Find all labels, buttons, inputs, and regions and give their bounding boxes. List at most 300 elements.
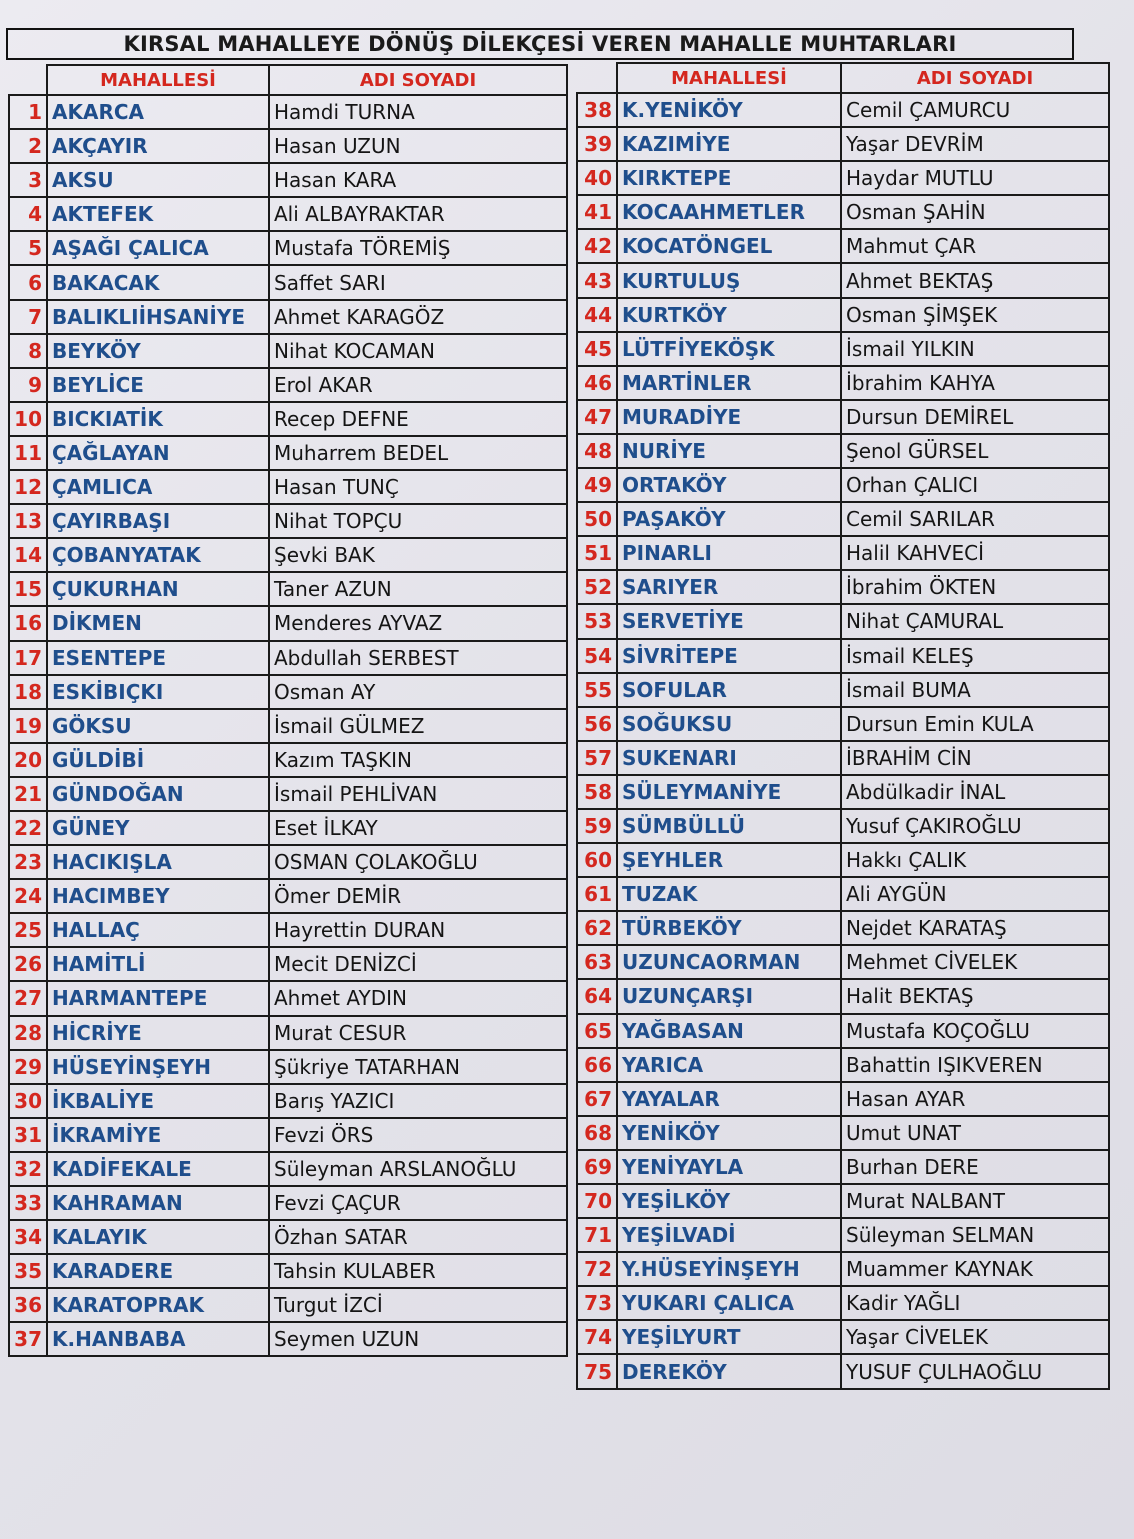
table-row (577, 502, 1109, 536)
mahalle-name: SUKENARI (617, 741, 841, 775)
muhtar-name: Saffet SARI (269, 265, 567, 299)
muhtar-name: Hasan AYAR (841, 1082, 1109, 1116)
row-number: 46 (577, 366, 617, 400)
mahalle-name: ŞEYHLER (617, 843, 841, 877)
table-row (9, 572, 567, 606)
row-number: 24 (9, 879, 47, 913)
muhtar-name: Ahmet AYDIN (269, 981, 567, 1015)
table-row (577, 366, 1109, 400)
row-number: 62 (577, 911, 617, 945)
mahalle-name: BICKIATİK (47, 402, 269, 436)
row-number: 56 (577, 707, 617, 741)
table-row (577, 604, 1109, 638)
mahalle-name: KURTULUŞ (617, 263, 841, 297)
mahalle-name: YENİKÖY (617, 1116, 841, 1150)
table-row (9, 163, 567, 197)
row-number: 3 (9, 163, 47, 197)
mahalle-name: KARATOPRAK (47, 1288, 269, 1322)
mahalle-name: HİCRİYE (47, 1016, 269, 1050)
mahalle-name: KOCAAHMETLER (617, 195, 841, 229)
muhtar-name: Recep DEFNE (269, 402, 567, 436)
muhtar-name: Süleyman SELMAN (841, 1218, 1109, 1252)
table-row (9, 538, 567, 572)
mahalle-name: BEYKÖY (47, 334, 269, 368)
table-row (577, 877, 1109, 911)
table-row (9, 947, 567, 981)
mahalle-name: AKSU (47, 163, 269, 197)
mahalle-name: NURİYE (617, 434, 841, 468)
mahalle-name: YENİYAYLA (617, 1150, 841, 1184)
muhtar-name: Mustafa KOÇOĞLU (841, 1014, 1109, 1048)
muhtar-name: Orhan ÇALICI (841, 468, 1109, 502)
row-number: 26 (9, 947, 47, 981)
mahalle-name: YAYALAR (617, 1082, 841, 1116)
table-row (577, 911, 1109, 945)
number-column-header (577, 63, 617, 93)
row-number: 8 (9, 334, 47, 368)
mahallesi-column-header: MAHALLESİ (617, 63, 841, 93)
mahalle-name: KURTKÖY (617, 298, 841, 332)
table-row (9, 1050, 567, 1084)
row-number: 13 (9, 504, 47, 538)
row-number: 51 (577, 536, 617, 570)
row-number: 61 (577, 877, 617, 911)
muhtar-name: Kadir YAĞLI (841, 1286, 1109, 1320)
table-row (9, 811, 567, 845)
mahalle-name: ESKİBIÇKI (47, 675, 269, 709)
row-number: 44 (577, 298, 617, 332)
mahalle-name: SÜMBÜLLÜ (617, 809, 841, 843)
mahalle-name: ÇAMLICA (47, 470, 269, 504)
table-row (9, 402, 567, 436)
row-number: 12 (9, 470, 47, 504)
table-row (9, 300, 567, 334)
row-number: 35 (9, 1254, 47, 1288)
mahalle-name: K.YENİKÖY (617, 93, 841, 127)
mahalle-name: GÜNDOĞAN (47, 777, 269, 811)
row-number: 49 (577, 468, 617, 502)
mahalle-name: TUZAK (617, 877, 841, 911)
table-row (577, 468, 1109, 502)
row-number: 23 (9, 845, 47, 879)
mahalle-name: LÜTFİYEKÖŞK (617, 332, 841, 366)
table-row (577, 93, 1109, 127)
row-number: 65 (577, 1014, 617, 1048)
mahalle-name: UZUNCAORMAN (617, 945, 841, 979)
muhtar-name: Nihat TOPÇU (269, 504, 567, 538)
row-number: 69 (577, 1150, 617, 1184)
table-row (9, 845, 567, 879)
muhtar-name: Şükriye TATARHAN (269, 1050, 567, 1084)
row-number: 4 (9, 197, 47, 231)
row-number: 48 (577, 434, 617, 468)
mahalle-name: PINARLI (617, 536, 841, 570)
row-number: 45 (577, 332, 617, 366)
row-number: 73 (577, 1286, 617, 1320)
muhtar-name: Mustafa TÖREMİŞ (269, 231, 567, 265)
mahalle-name: SARIYER (617, 570, 841, 604)
muhtar-name: Nejdet KARATAŞ (841, 911, 1109, 945)
mahalle-name: KIRKTEPE (617, 161, 841, 195)
mahalle-name: KARADERE (47, 1254, 269, 1288)
row-number: 22 (9, 811, 47, 845)
mahalle-name: KADİFEKALE (47, 1152, 269, 1186)
row-number: 18 (9, 675, 47, 709)
table-row (9, 913, 567, 947)
row-number: 66 (577, 1048, 617, 1082)
table-row (9, 777, 567, 811)
muhtar-name: Seymen UZUN (269, 1322, 567, 1356)
muhtar-name: Hasan KARA (269, 163, 567, 197)
row-number: 52 (577, 570, 617, 604)
row-number: 75 (577, 1354, 617, 1388)
muhtar-name: Burhan DERE (841, 1150, 1109, 1184)
row-number: 16 (9, 606, 47, 640)
table-row (577, 1320, 1109, 1354)
mahalle-name: HAMİTLİ (47, 947, 269, 981)
muhtar-name: Taner AZUN (269, 572, 567, 606)
muhtar-name: YUSUF ÇULHAOĞLU (841, 1354, 1109, 1388)
row-number: 14 (9, 538, 47, 572)
muhtar-name: Yusuf ÇAKIROĞLU (841, 809, 1109, 843)
row-number: 64 (577, 979, 617, 1013)
mahalle-name: ÇAYIRBAŞI (47, 504, 269, 538)
muhtar-name: Kazım TAŞKIN (269, 743, 567, 777)
row-number: 43 (577, 263, 617, 297)
row-number: 33 (9, 1186, 47, 1220)
mahalle-name: YARICA (617, 1048, 841, 1082)
mahalle-name: YAĞBASAN (617, 1014, 841, 1048)
muhtar-name: Hayrettin DURAN (269, 913, 567, 947)
mahalle-name: SÜLEYMANİYE (617, 775, 841, 809)
muhtar-name: Yaşar DEVRİM (841, 127, 1109, 161)
mahalle-name: AŞAĞI ÇALICA (47, 231, 269, 265)
muhtar-name: Osman ŞİMŞEK (841, 298, 1109, 332)
mahalle-name: BEYLİCE (47, 368, 269, 402)
mahalle-name: ESENTEPE (47, 641, 269, 675)
muhtar-name: Şevki BAK (269, 538, 567, 572)
muhtar-name: Osman ŞAHİN (841, 195, 1109, 229)
row-number: 27 (9, 981, 47, 1015)
muhtar-name: İbrahim KAHYA (841, 366, 1109, 400)
muhtar-name: Muharrem BEDEL (269, 436, 567, 470)
mahalle-name: BAKACAK (47, 265, 269, 299)
muhtar-name: Fevzi ÖRS (269, 1118, 567, 1152)
number-column-header (9, 65, 47, 95)
row-number: 40 (577, 161, 617, 195)
mahalle-name: KALAYIK (47, 1220, 269, 1254)
mahalle-name: TÜRBEKÖY (617, 911, 841, 945)
row-number: 74 (577, 1320, 617, 1354)
table-row (9, 1016, 567, 1050)
table-body-right (577, 93, 1109, 1389)
muhtar-name: Cemil ÇAMURCU (841, 93, 1109, 127)
adi-soyadi-column-header: ADI SOYADI (841, 63, 1109, 93)
table-row (577, 673, 1109, 707)
mahalle-name: SİVRİTEPE (617, 639, 841, 673)
mahalle-name: MARTİNLER (617, 366, 841, 400)
table-row (577, 843, 1109, 877)
table-row (577, 332, 1109, 366)
muhtar-name: Haydar MUTLU (841, 161, 1109, 195)
table-row (9, 265, 567, 299)
table-row (577, 298, 1109, 332)
table-row (9, 1152, 567, 1186)
muhtar-name: Turgut İZCİ (269, 1288, 567, 1322)
muhtar-table-right (576, 62, 1110, 1390)
table-row (9, 1220, 567, 1254)
row-number: 19 (9, 709, 47, 743)
mahalle-name: YEŞİLYURT (617, 1320, 841, 1354)
table-row (9, 981, 567, 1015)
mahalle-name: BALIKLIİHSANİYE (47, 300, 269, 334)
mahalle-name: K.HANBABA (47, 1322, 269, 1356)
row-number: 32 (9, 1152, 47, 1186)
table-row (577, 1354, 1109, 1388)
muhtar-name: Murat CESUR (269, 1016, 567, 1050)
table-row (577, 1218, 1109, 1252)
table-row (9, 675, 567, 709)
mahalle-name: İKRAMİYE (47, 1118, 269, 1152)
mahalle-name: HACIMBEY (47, 879, 269, 913)
row-number: 17 (9, 641, 47, 675)
table-row (577, 979, 1109, 1013)
mahalle-name: YEŞİLVADİ (617, 1218, 841, 1252)
mahalle-name: GÖKSU (47, 709, 269, 743)
mahalle-name: KOCATÖNGEL (617, 229, 841, 263)
mahalle-name: AKÇAYIR (47, 129, 269, 163)
muhtar-name: Dursun DEMİREL (841, 400, 1109, 434)
mahalle-name: UZUNÇARŞI (617, 979, 841, 1013)
row-number: 10 (9, 402, 47, 436)
table-row (9, 1118, 567, 1152)
table-row (9, 368, 567, 402)
mahalle-name: KAHRAMAN (47, 1186, 269, 1220)
table-row (577, 536, 1109, 570)
muhtar-name: Abdülkadir İNAL (841, 775, 1109, 809)
table-row (577, 161, 1109, 195)
row-number: 72 (577, 1252, 617, 1286)
table-row (577, 1082, 1109, 1116)
table-row (9, 231, 567, 265)
row-number: 20 (9, 743, 47, 777)
table-row (577, 400, 1109, 434)
mahalle-name: ÇAĞLAYAN (47, 436, 269, 470)
muhtar-name: İsmail GÜLMEZ (269, 709, 567, 743)
mahalle-name: SOĞUKSU (617, 707, 841, 741)
table-row (9, 641, 567, 675)
muhtar-name: İsmail KELEŞ (841, 639, 1109, 673)
muhtar-name: Ali ALBAYRAKTAR (269, 197, 567, 231)
table-row (577, 1048, 1109, 1082)
muhtar-name: Ahmet KARAGÖZ (269, 300, 567, 334)
table-body-left (9, 95, 567, 1356)
document-title: KIRSAL MAHALLEYE DÖNÜŞ DİLEKÇESİ VEREN MAHALLE MUHTARLARI (6, 28, 1074, 60)
mahalle-name: İKBALİYE (47, 1084, 269, 1118)
table-row (9, 1186, 567, 1220)
table-row (577, 1286, 1109, 1320)
table-row (9, 1084, 567, 1118)
muhtar-name: Fevzi ÇAÇUR (269, 1186, 567, 1220)
table-header-row (577, 63, 1109, 93)
table-row (577, 775, 1109, 809)
table-row (577, 707, 1109, 741)
table-row (9, 1288, 567, 1322)
table-row (9, 1322, 567, 1356)
table-row (9, 504, 567, 538)
row-number: 58 (577, 775, 617, 809)
table-row (9, 879, 567, 913)
mahalle-name: Y.HÜSEYİNŞEYH (617, 1252, 841, 1286)
table-header-row (9, 65, 567, 95)
mahalle-name: HALLAÇ (47, 913, 269, 947)
muhtar-name: Bahattin IŞIKVEREN (841, 1048, 1109, 1082)
muhtar-name: Ali AYGÜN (841, 877, 1109, 911)
muhtar-name: İsmail BUMA (841, 673, 1109, 707)
muhtar-name: OSMAN ÇOLAKOĞLU (269, 845, 567, 879)
muhtar-name: Şenol GÜRSEL (841, 434, 1109, 468)
row-number: 67 (577, 1082, 617, 1116)
row-number: 41 (577, 195, 617, 229)
muhtar-name: Mehmet CİVELEK (841, 945, 1109, 979)
table-row (577, 1252, 1109, 1286)
row-number: 34 (9, 1220, 47, 1254)
table-row (577, 1150, 1109, 1184)
row-number: 39 (577, 127, 617, 161)
table-row (9, 95, 567, 129)
muhtar-name: Eset İLKAY (269, 811, 567, 845)
muhtar-table-left (8, 64, 568, 1357)
muhtar-name: Dursun Emin KULA (841, 707, 1109, 741)
muhtar-name: Muammer KAYNAK (841, 1252, 1109, 1286)
muhtar-name: İBRAHİM CİN (841, 741, 1109, 775)
row-number: 30 (9, 1084, 47, 1118)
row-number: 68 (577, 1116, 617, 1150)
table-row (577, 570, 1109, 604)
mahalle-name: GÜNEY (47, 811, 269, 845)
muhtar-name: Yaşar CİVELEK (841, 1320, 1109, 1354)
mahalle-name: SERVETİYE (617, 604, 841, 638)
table-row (577, 229, 1109, 263)
table-row (9, 334, 567, 368)
row-number: 11 (9, 436, 47, 470)
table-row (9, 129, 567, 163)
table-row (9, 436, 567, 470)
mahalle-name: HARMANTEPE (47, 981, 269, 1015)
muhtar-name: Barış YAZICI (269, 1084, 567, 1118)
table-row (577, 639, 1109, 673)
mahalle-name: KAZIMİYE (617, 127, 841, 161)
row-number: 55 (577, 673, 617, 707)
muhtar-name: Osman AY (269, 675, 567, 709)
mahalle-name: PAŞAKÖY (617, 502, 841, 536)
row-number: 2 (9, 129, 47, 163)
row-number: 29 (9, 1050, 47, 1084)
row-number: 37 (9, 1322, 47, 1356)
mahalle-name: SOFULAR (617, 673, 841, 707)
muhtar-name: Cemil SARILAR (841, 502, 1109, 536)
table-row (577, 1014, 1109, 1048)
table-row (9, 743, 567, 777)
muhtar-name: Halil KAHVECİ (841, 536, 1109, 570)
muhtar-name: Nihat KOCAMAN (269, 334, 567, 368)
table-row (9, 1254, 567, 1288)
table-row (577, 1184, 1109, 1218)
row-number: 59 (577, 809, 617, 843)
row-number: 6 (9, 265, 47, 299)
mahalle-name: ÇUKURHAN (47, 572, 269, 606)
table-row (9, 709, 567, 743)
row-number: 70 (577, 1184, 617, 1218)
muhtar-name: Hasan TUNÇ (269, 470, 567, 504)
muhtar-name: Nihat ÇAMURAL (841, 604, 1109, 638)
muhtar-name: Tahsin KULABER (269, 1254, 567, 1288)
mahalle-name: AKARCA (47, 95, 269, 129)
row-number: 1 (9, 95, 47, 129)
mahalle-name: YUKARI ÇALICA (617, 1286, 841, 1320)
table-row (577, 741, 1109, 775)
muhtar-name: Umut UNAT (841, 1116, 1109, 1150)
muhtar-name: Hamdi TURNA (269, 95, 567, 129)
mahalle-name: AKTEFEK (47, 197, 269, 231)
muhtar-name: Halit BEKTAŞ (841, 979, 1109, 1013)
table-row (577, 195, 1109, 229)
row-number: 21 (9, 777, 47, 811)
mahalle-name: HACIKIŞLA (47, 845, 269, 879)
mahalle-name: DİKMEN (47, 606, 269, 640)
table-row (577, 263, 1109, 297)
mahalle-name: MURADİYE (617, 400, 841, 434)
row-number: 5 (9, 231, 47, 265)
table-row (577, 1116, 1109, 1150)
muhtar-name: Mahmut ÇAR (841, 229, 1109, 263)
table-row (9, 606, 567, 640)
mahalle-name: GÜLDİBİ (47, 743, 269, 777)
row-number: 47 (577, 400, 617, 434)
muhtar-name: İsmail YILKIN (841, 332, 1109, 366)
muhtar-name: Mecit DENİZCİ (269, 947, 567, 981)
table-row (577, 945, 1109, 979)
row-number: 54 (577, 639, 617, 673)
row-number: 71 (577, 1218, 617, 1252)
muhtar-name: Ömer DEMİR (269, 879, 567, 913)
muhtar-name: İbrahim ÖKTEN (841, 570, 1109, 604)
row-number: 53 (577, 604, 617, 638)
mahalle-name: YEŞİLKÖY (617, 1184, 841, 1218)
muhtar-name: Hakkı ÇALIK (841, 843, 1109, 877)
muhtar-name: Süleyman ARSLANOĞLU (269, 1152, 567, 1186)
row-number: 60 (577, 843, 617, 877)
muhtar-name: Erol AKAR (269, 368, 567, 402)
row-number: 42 (577, 229, 617, 263)
muhtar-name: İsmail PEHLİVAN (269, 777, 567, 811)
row-number: 36 (9, 1288, 47, 1322)
mahallesi-column-header: MAHALLESİ (47, 65, 269, 95)
muhtar-name: Abdullah SERBEST (269, 641, 567, 675)
table-row (577, 434, 1109, 468)
muhtar-name: Murat NALBANT (841, 1184, 1109, 1218)
muhtar-name: Hasan UZUN (269, 129, 567, 163)
table-row (9, 470, 567, 504)
row-number: 9 (9, 368, 47, 402)
row-number: 50 (577, 502, 617, 536)
table-row (577, 127, 1109, 161)
row-number: 31 (9, 1118, 47, 1152)
table-row (9, 197, 567, 231)
row-number: 38 (577, 93, 617, 127)
mahalle-name: DEREKÖY (617, 1354, 841, 1388)
adi-soyadi-column-header: ADI SOYADI (269, 65, 567, 95)
